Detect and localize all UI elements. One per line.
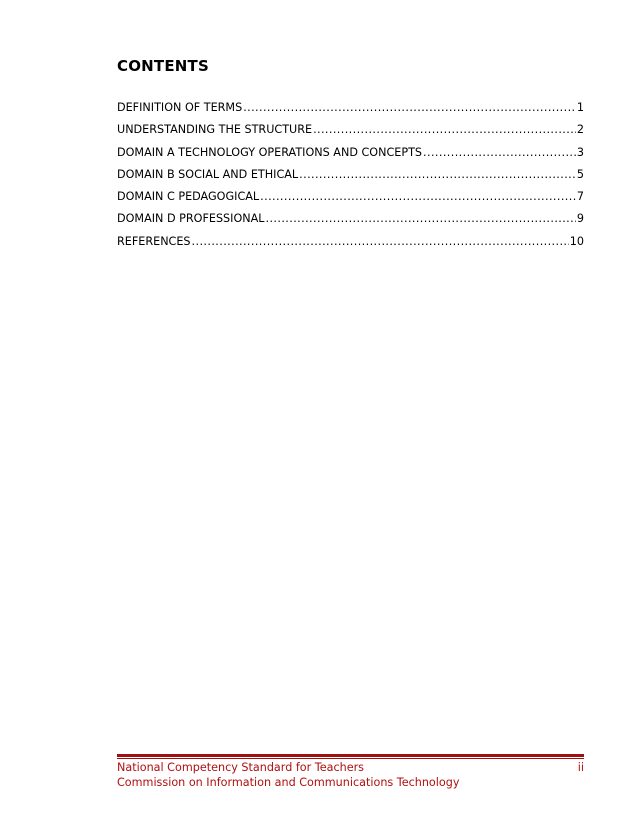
dot-leader [313, 119, 576, 141]
toc-entry-page: 1 [576, 101, 584, 114]
toc-entry-page: 5 [576, 167, 584, 181]
toc-entry-title: UNDERSTANDING THE STRUCTURE [117, 123, 313, 137]
toc-entry-title: DEFINITION OF TERMS [117, 101, 243, 114]
toc-entry-title: DOMAIN C PEDAGOGICAL [117, 190, 260, 204]
toc-entry-page: 3 [576, 145, 584, 159]
toc-entry-understanding-the-structure[interactable] [117, 119, 584, 141]
toc-entry-title: DOMAIN B SOCIAL AND ETHICAL [117, 167, 299, 181]
toc-entry-page: 2 [576, 123, 584, 137]
toc-entry-definition-of-terms[interactable] [117, 97, 584, 119]
toc-entry-page: 7 [576, 190, 584, 204]
toc-entry-references[interactable] [117, 231, 584, 253]
dot-leader [260, 186, 576, 208]
footer-rule-thick [117, 754, 584, 757]
dot-leader [423, 142, 576, 164]
footer-row [117, 760, 584, 775]
table-of-contents [117, 97, 584, 253]
toc-entry-title: DOMAIN D PROFESSIONAL [117, 212, 265, 226]
toc-entry-page: 9 [576, 212, 584, 226]
toc-entry-domain-d[interactable] [117, 208, 584, 230]
dot-leader [299, 164, 576, 186]
contents-heading: CONTENTS [117, 57, 209, 75]
toc-entry-domain-c[interactable] [117, 186, 584, 208]
footer-document-title: National Competency Standard for Teachers [117, 761, 365, 774]
toc-entry-domain-a[interactable] [117, 142, 584, 164]
toc-entry-title: REFERENCES [117, 234, 191, 248]
dot-leader [192, 231, 569, 253]
toc-entry-domain-b[interactable] [117, 164, 584, 186]
dot-leader [266, 208, 576, 230]
page-footer [117, 760, 584, 790]
dot-leader [243, 97, 576, 119]
footer-organization: Commission on Information and Communications Technology [117, 776, 460, 789]
footer-rule-thin [117, 758, 584, 759]
toc-entry-title: DOMAIN A TECHNOLOGY OPERATIONS AND CONCEPTS [117, 145, 423, 159]
footer-page-number: ii [577, 761, 584, 774]
toc-entry-page: 10 [569, 234, 584, 248]
